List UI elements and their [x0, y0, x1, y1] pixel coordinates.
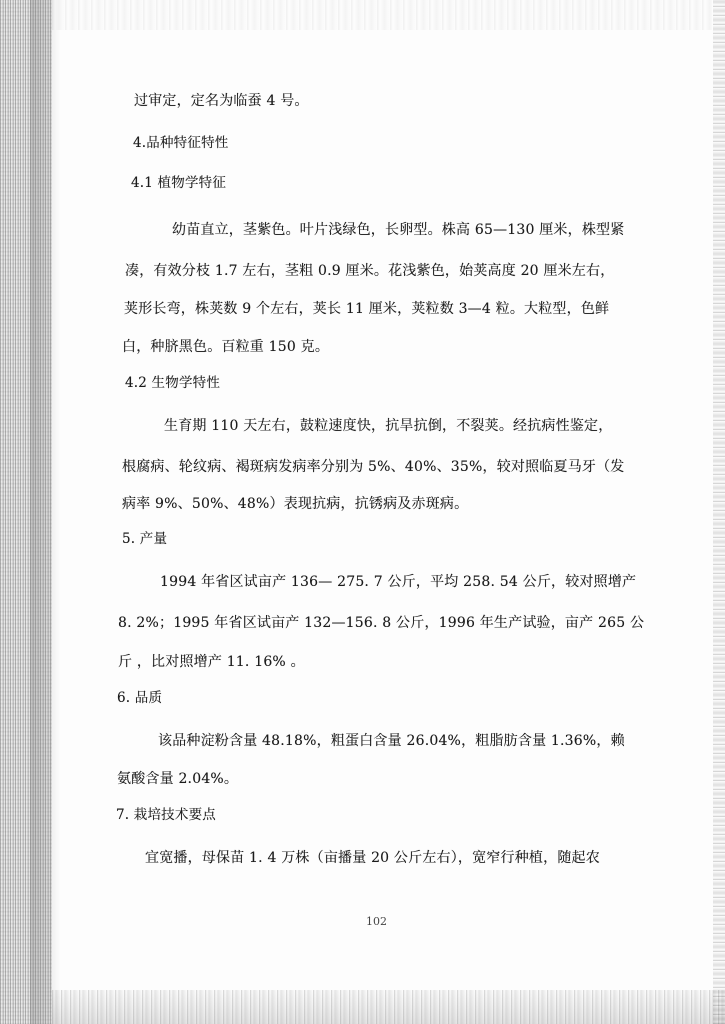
- paragraph-line: 幼苗直立，茎紫色。叶片浅绿色，长卵型。株高 65—130 厘米，株型紧: [172, 222, 625, 238]
- paragraph-line: 8. 2%；1995 年省区试亩产 132—156. 8 公斤，1996 年生产试验，亩产 265 公: [118, 615, 645, 631]
- scan-right-edge: [713, 0, 725, 1024]
- paragraph-line: 根腐病、轮纹病、褐斑病发病率分别为 5%、40%、35%，较对照临夏马牙（发: [122, 459, 625, 475]
- section-heading-yield: 5. 产量: [122, 531, 168, 547]
- page-number: 102: [366, 915, 387, 928]
- scan-bottom-edge: [52, 990, 725, 1024]
- paragraph-line: 生育期 110 天左右，鼓粒速度快，抗旱抗倒，不裂荚。经抗病性鉴定，: [164, 418, 613, 434]
- paragraph-line: 宜宽播，母保苗 1. 4 万株（亩播量 20 公斤左右），宽窄行种植，随起农: [145, 850, 600, 866]
- paragraph-line: 斤 ，比对照增产 11. 16% 。: [118, 654, 305, 670]
- subsection-heading-botanical: 4.1 植物学特征: [131, 175, 227, 191]
- paragraph-line: 该品种淀粉含量 48.18%，粗蛋白含量 26.04%，粗脂肪含量 1.36%，赖: [158, 733, 625, 749]
- paragraph-line: 1994 年省区试亩产 136— 275. 7 公斤，平均 258. 54 公斤，较对照增产: [160, 574, 637, 590]
- paragraph-line: 凑，有效分枝 1.7 左右，茎粗 0.9 厘米。花浅紫色，始荚高度 20 厘米左右，: [125, 263, 615, 279]
- paragraph-line: 氨酸含量 2.04%。: [117, 771, 239, 787]
- section-heading-cultivation: 7. 栽培技术要点: [116, 807, 216, 823]
- paragraph-line: 病率 9%、50%、48%）表现抗病，抗锈病及赤斑病。: [122, 496, 469, 512]
- scan-top-edge: [52, 0, 712, 30]
- scan-shadow: [30, 0, 60, 1024]
- paragraph-line: 荚形长弯，株荚数 9 个左右，荚长 11 厘米，荚粒数 3—4 粒。大粒型，色鲜: [124, 301, 610, 317]
- section-heading-quality: 6. 品质: [117, 690, 163, 706]
- text-line-approval: 过审定，定名为临蚕 4 号。: [134, 93, 309, 109]
- subsection-heading-biological: 4.2 生物学特性: [125, 375, 221, 391]
- section-heading-variety-traits: 4.品种特征特性: [133, 135, 229, 151]
- paragraph-line: 白，种脐黑色。百粒重 150 克。: [122, 339, 330, 355]
